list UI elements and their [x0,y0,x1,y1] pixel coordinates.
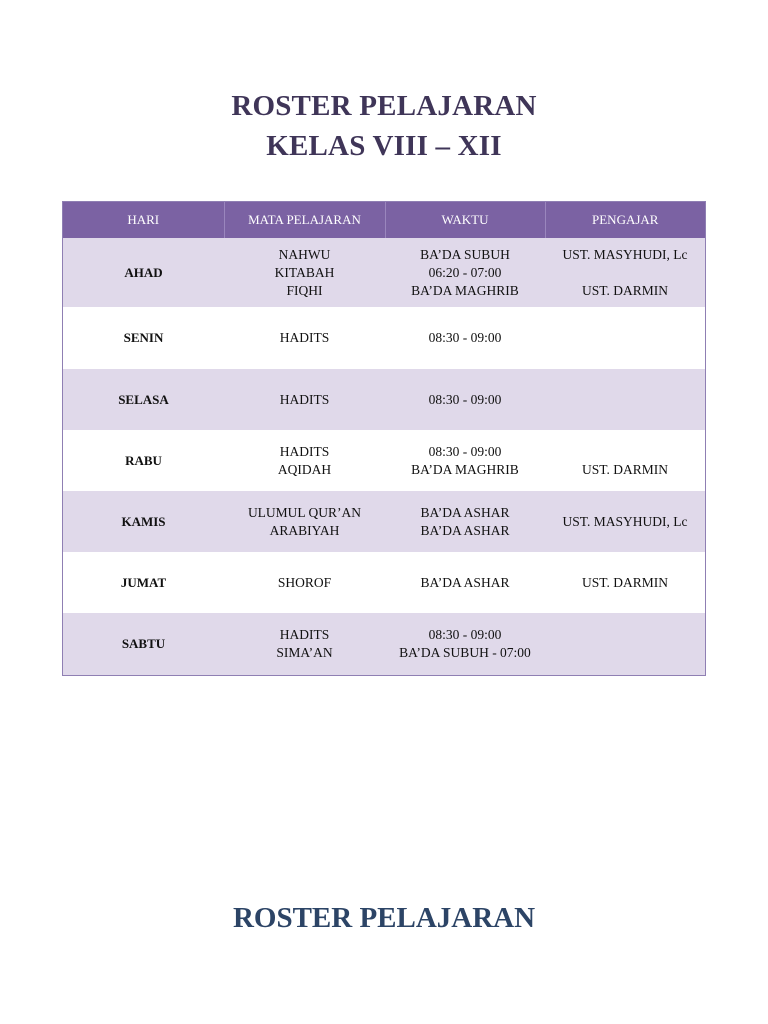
day-cell: RABU [63,430,224,491]
day-cell: SENIN [63,307,224,369]
subject-cell [224,552,385,613]
table-row [63,430,705,491]
teacher-text [545,635,705,653]
time-cell [385,552,545,613]
time-text: 08:30 - 09:00 [428,391,502,407]
table-row [63,613,705,675]
teacher-cell [545,369,705,430]
time-text: BA’DA MAGHRIB [411,282,519,298]
teacher-text: UST. MASYHUDI, Lc [562,513,688,529]
subject-text: HADITS [279,330,330,345]
time-cell [385,238,545,307]
time-cell [385,369,545,430]
time-cell [385,307,545,369]
teacher-text: UST. DARMIN [581,282,668,298]
title-line-1: ROSTER PELAJARAN [231,90,537,122]
subject-cell [224,238,385,307]
time-cell [385,491,545,552]
subject-cell [224,307,385,369]
teacher-text: UST. MASYHUDI, Lc [562,246,688,262]
time-cell [385,613,545,675]
table-header-row [63,202,705,238]
teacher-cell [545,491,705,552]
time-text: BA’DA MAGHRIB [411,461,519,477]
subject-text: SIMA’AN [276,645,333,660]
schedule-table [62,201,706,676]
teacher-text: UST. DARMIN [581,574,668,590]
column-header-subject: MATA PELAJARAN [224,202,385,238]
subject-text: HADITS [279,627,330,642]
table-row [63,307,705,369]
time-text: BA’DA SUBUH - 07:00 [399,645,531,660]
teacher-cell [545,613,705,675]
teacher-text [545,391,705,409]
time-text: BA’DA ASHAR [420,522,510,538]
column-header-teacher: PENGAJAR [545,202,705,238]
subject-text: ARABIYAH [269,522,340,538]
time-text: BA’DA SUBUH [420,246,510,262]
time-text: BA’DA ASHAR [420,504,510,520]
subject-text: AQIDAH [277,461,332,477]
time-text: 08:30 - 09:00 [428,627,502,642]
day-cell: KAMIS [63,491,224,552]
subject-cell [224,613,385,675]
subject-text: HADITS [279,391,330,407]
table-row [63,491,705,552]
day-cell: SABTU [63,613,224,675]
time-text: BA’DA ASHAR [420,574,510,590]
subject-cell [224,491,385,552]
teacher-text: UST. DARMIN [581,461,668,477]
time-text: 08:30 - 09:00 [428,330,502,345]
title-line-2: KELAS VIII – XII [266,130,502,162]
day-cell: JUMAT [63,552,224,613]
teacher-cell [545,307,705,369]
teacher-text [545,329,705,347]
subject-text: KITABAH [274,264,335,280]
subject-text: NAHWU [278,246,331,262]
column-header-time: WAKTU [385,202,545,238]
subject-text: FIQHI [286,282,323,298]
table-row [63,552,705,613]
day-cell: AHAD [63,238,224,307]
teacher-text [545,264,705,282]
table-row [63,369,705,430]
column-header-day: HARI [63,202,224,238]
subject-text: ULUMUL QUR’AN [247,504,362,520]
table-row [63,238,705,307]
teacher-cell [545,238,705,307]
teacher-cell [545,552,705,613]
teacher-cell [545,430,705,491]
subject-text: SHOROF [277,574,332,590]
subject-cell [224,430,385,491]
day-cell: SELASA [63,369,224,430]
time-text: 08:30 - 09:00 [428,443,502,459]
page-title [0,86,768,166]
subject-text: HADITS [279,443,330,459]
subject-cell [224,369,385,430]
time-cell [385,430,545,491]
teacher-text [545,443,705,461]
time-text: 06:20 - 07:00 [428,264,502,280]
next-page-title: ROSTER PELAJARAN [232,902,536,934]
